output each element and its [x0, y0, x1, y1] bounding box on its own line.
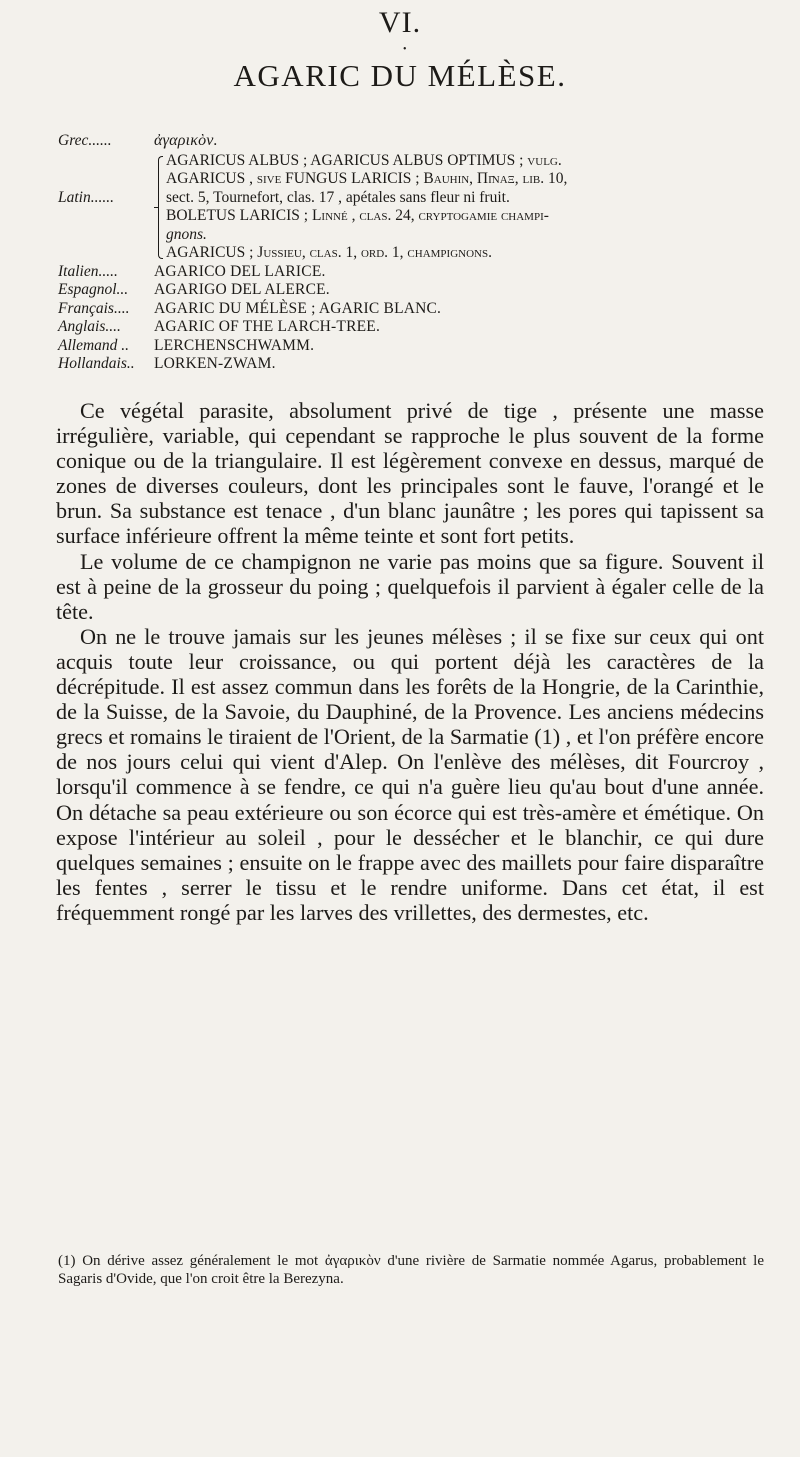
footnote: [58, 1253, 764, 1288]
lang-label-italien: Italien.....: [58, 262, 118, 280]
synonym-row-anglais: [58, 318, 758, 337]
synonym-italien: AGARICO DEL LARICE.: [154, 262, 326, 280]
synonym-row-hollandais: [58, 355, 758, 374]
footnote-text: (1) On dérive assez généralement le mot ἀγαρικὸν d'une rivière de Sarmatie nommée Agarus, probablement le Sagaris d'Ovide, que l'on croit être la Berezyna.: [58, 1253, 764, 1287]
chapter-number: VI.: [378, 6, 422, 39]
synonym-espagnol: AGARIGO DEL ALERCE.: [154, 281, 330, 298]
synonym-hollandais: LORKEN-ZWAM.: [154, 355, 276, 372]
synonym-row-espagnol: [58, 281, 758, 300]
synonymy-table: [58, 132, 758, 374]
latin-line: AGARICUS ALBUS ; AGARICUS ALBUS OPTIMUS ; vulg.: [166, 151, 562, 169]
synonym-row-grec: [58, 132, 758, 151]
synonym-allemand: LERCHENSCHWAMM.: [154, 336, 315, 354]
latin-line: gnons.: [166, 225, 207, 243]
lang-label-francais: Français....: [58, 299, 130, 317]
paragraph: Ce végétal parasite, absolument privé de tige , présente une masse irrégulière, variable, qui cependant se rapproche le plus souvent de la forme conique ou de la triangulaire. Il est légèrement convexe en dessus, marqué de zones de diverses couleurs, dont les principales sont le fauve, l'orangé et le brun. Sa substance est tenace , d'un blanc jaunâtre ; les pores qui tapissent sa surface inférieure offrent la même teinte et sont fort petits.: [56, 398, 764, 549]
latin-line: AGARICUS , sive FUNGUS LARICIS ; Bauhin, Πῖναξ, lib. 10,: [166, 170, 568, 187]
body-text: [56, 398, 764, 925]
paragraph: Le volume de ce champignon ne varie pas moins que sa figure. Souvent il est à peine de la grosseur du poing ; quelquefois il parvient à égaler celle de la tête.: [56, 548, 764, 624]
paragraph: On ne le trouve jamais sur les jeunes mélèses ; il se fixe sur ceux qui ont acquis toute leur croissance, ou qui portent déjà les caractères de la décrépitude. Il est assez commun dans les forêts de la Hongrie, de la Carinthie, de la Suisse, de la Savoie, du Dauphiné, de la Provence. Les anciens médecins grecs et romains le tiraient de l'Orient, de la Sarmatie (1) , et l'on préfère encore de nos jours celui qui vient d'Alep. On l'enlève des mélèses, dit Fourcroy , lorsqu'il commence à se fendre, ce qui n'a guère lieu qu'au bout d'une année. On détache sa peau extérieure ou son écorce qui est très-amère et émétique. On expose l'intérieur au soleil , pour le dessécher et le blanchir, ce qui dure quelques semaines ; ensuite on le frappe avec des maillets pour faire disparaître les fentes , serrer le tissu et le rendre uniforme. Dans cet état, il est fréquemment rongé par les larves des vrillettes, des dermestes, etc.: [56, 623, 764, 925]
synonym-row-latin: [58, 152, 758, 263]
synonym-row-francais: [58, 300, 758, 319]
brace-mark: [154, 152, 164, 263]
printer-dot: •: [403, 44, 407, 55]
latin-line: AGARICUS ; Jussieu, clas. 1, ord. 1, champignons.: [166, 244, 492, 261]
synonym-row-italien: [58, 263, 758, 282]
lang-label-espagnol: Espagnol...: [58, 281, 129, 298]
latin-line: sect. 5, Tournefort, clas. 17 , apétales sans fleur ni fruit.: [166, 188, 510, 206]
lang-label-latin: Latin......: [58, 188, 114, 206]
synonym-francais: AGARIC DU MÉLÈSE ; AGARIC BLANC.: [154, 299, 442, 317]
synonym-grec: ἀγαρικὸν.: [154, 132, 218, 149]
lang-label-allemand: Allemand ..: [58, 336, 130, 354]
latin-line: BOLETUS LARICIS ; Linné , clas. 24, cryptogamie champi-: [166, 207, 549, 224]
latin-synonyms: [164, 152, 758, 263]
page-title: AGARIC DU MÉLÈSE.: [233, 58, 567, 93]
synonym-row-allemand: [58, 337, 758, 356]
synonym-anglais: AGARIC OF THE LARCH-TREE.: [154, 318, 381, 335]
lang-label-hollandais: Hollandais..: [58, 355, 135, 372]
lang-label-anglais: Anglais....: [58, 318, 121, 335]
lang-label-grec: Grec......: [58, 132, 112, 149]
